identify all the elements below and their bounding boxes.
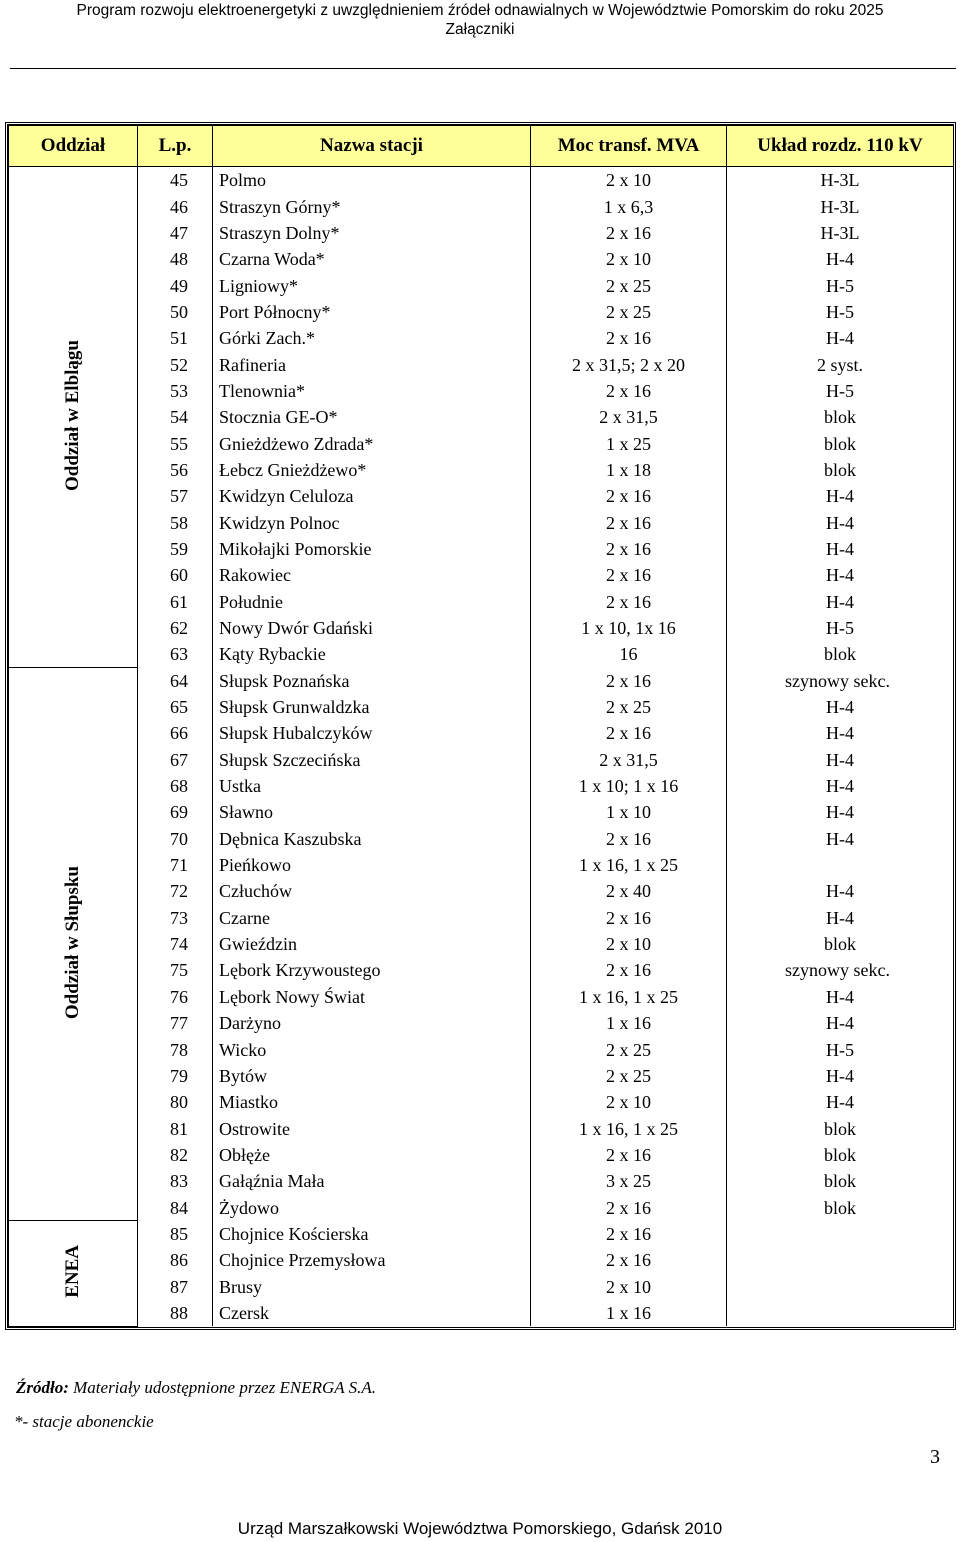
- lp-cell: 76: [138, 984, 213, 1010]
- table-row: [9, 272, 954, 298]
- table-row: [9, 483, 954, 509]
- station-name-cell: Nowy Dwór Gdański: [213, 615, 531, 641]
- lp-cell: 58: [138, 509, 213, 535]
- transformer-power-cell: 1 x 18: [531, 457, 727, 483]
- station-name-cell: Ostrowite: [213, 1115, 531, 1141]
- transformer-power-cell: 2 x 16: [531, 720, 727, 746]
- station-name-cell: Gnieżdżewo Zdrada*: [213, 430, 531, 456]
- switchgear-layout-cell: H-4: [727, 536, 954, 562]
- switchgear-layout-cell: H-4: [727, 509, 954, 535]
- switchgear-layout-cell: blok: [727, 404, 954, 430]
- lp-cell: 61: [138, 589, 213, 615]
- lp-cell: 45: [138, 167, 213, 194]
- switchgear-layout-cell: H-4: [727, 905, 954, 931]
- column-header-switchgear-layout: Układ rozdz. 110 kV: [727, 126, 954, 167]
- station-name-cell: Łebcz Gnieżdżewo*: [213, 457, 531, 483]
- station-name-cell: Słupsk Poznańska: [213, 668, 531, 694]
- lp-cell: 62: [138, 615, 213, 641]
- switchgear-layout-cell: H-4: [727, 694, 954, 720]
- switchgear-layout-cell: blok: [727, 641, 954, 667]
- switchgear-layout-cell: szynowy sekc.: [727, 668, 954, 694]
- table-row: [9, 299, 954, 325]
- transformer-power-cell: 2 x 31,5: [531, 747, 727, 773]
- station-name-cell: Gałąźnia Mała: [213, 1168, 531, 1194]
- division-label: Oddział w Elblągu: [62, 339, 83, 491]
- table-row: [9, 430, 954, 456]
- transformer-power-cell: 2 x 16: [531, 957, 727, 983]
- transformer-power-cell: 2 x 10: [531, 931, 727, 957]
- lp-cell: 46: [138, 193, 213, 219]
- transformer-power-cell: 2 x 10: [531, 246, 727, 272]
- document-title: Program rozwoju elektroenergetyki z uwzględnieniem źródeł odnawialnych w Województwie Pomorskim do roku 2025: [76, 2, 884, 19]
- lp-cell: 78: [138, 1036, 213, 1062]
- station-name-cell: Brusy: [213, 1273, 531, 1299]
- transformer-power-cell: 2 x 10: [531, 1089, 727, 1115]
- column-header-transformer-power: Moc transf. MVA: [531, 126, 727, 167]
- lp-cell: 85: [138, 1221, 213, 1247]
- switchgear-layout-cell: blok: [727, 1194, 954, 1220]
- switchgear-layout-cell: H-4: [727, 1063, 954, 1089]
- lp-cell: 47: [138, 220, 213, 246]
- table-row: [9, 1115, 954, 1141]
- stations-table: [8, 125, 954, 1327]
- station-name-cell: Straszyn Dolny*: [213, 220, 531, 246]
- switchgear-layout-cell: H-4: [727, 325, 954, 351]
- lp-cell: 69: [138, 799, 213, 825]
- station-name-cell: Pieńkowo: [213, 852, 531, 878]
- table-row: [9, 325, 954, 351]
- transformer-power-cell: 2 x 16: [531, 826, 727, 852]
- column-header-division: Oddział: [9, 126, 138, 167]
- station-name-cell: Czersk: [213, 1300, 531, 1326]
- lp-cell: 82: [138, 1142, 213, 1168]
- transformer-power-cell: 2 x 25: [531, 1036, 727, 1062]
- switchgear-layout-cell: H-4: [727, 720, 954, 746]
- station-name-cell: Sławno: [213, 799, 531, 825]
- transformer-power-cell: 1 x 16, 1 x 25: [531, 852, 727, 878]
- switchgear-layout-cell: [727, 1300, 954, 1326]
- lp-cell: 87: [138, 1273, 213, 1299]
- transformer-power-cell: 2 x 16: [531, 1247, 727, 1273]
- transformer-power-cell: 1 x 25: [531, 430, 727, 456]
- switchgear-layout-cell: H-5: [727, 1036, 954, 1062]
- station-name-cell: Rafineria: [213, 351, 531, 377]
- table-row: [9, 641, 954, 667]
- station-name-cell: Miastko: [213, 1089, 531, 1115]
- lp-cell: 75: [138, 957, 213, 983]
- lp-cell: 84: [138, 1194, 213, 1220]
- table-header-row: [9, 126, 954, 167]
- transformer-power-cell: 2 x 25: [531, 694, 727, 720]
- switchgear-layout-cell: H-4: [727, 589, 954, 615]
- station-name-cell: Mikołajki Pomorskie: [213, 536, 531, 562]
- station-name-cell: Ustka: [213, 773, 531, 799]
- table-row: [9, 747, 954, 773]
- table-row: [9, 826, 954, 852]
- table-row: [9, 931, 954, 957]
- lp-cell: 81: [138, 1115, 213, 1141]
- division-label: Oddział w Słupsku: [62, 865, 83, 1019]
- page-footer: Urząd Marszałkowski Województwa Pomorskiego, Gdańsk 2010: [237, 1519, 723, 1538]
- switchgear-layout-cell: H-4: [727, 747, 954, 773]
- transformer-power-cell: 2 x 16: [531, 1194, 727, 1220]
- switchgear-layout-cell: H-5: [727, 272, 954, 298]
- transformer-power-cell: 2 x 16: [531, 483, 727, 509]
- switchgear-layout-cell: blok: [727, 430, 954, 456]
- switchgear-layout-cell: H-4: [727, 1010, 954, 1036]
- station-name-cell: Wicko: [213, 1036, 531, 1062]
- transformer-power-cell: 1 x 10, 1x 16: [531, 615, 727, 641]
- transformer-power-cell: 2 x 16: [531, 668, 727, 694]
- lp-cell: 72: [138, 878, 213, 904]
- table-row: [9, 799, 954, 825]
- lp-cell: 65: [138, 694, 213, 720]
- station-name-cell: Lębork Krzywoustego: [213, 957, 531, 983]
- switchgear-layout-cell: H-4: [727, 562, 954, 588]
- switchgear-layout-cell: H-5: [727, 615, 954, 641]
- table-row: [9, 1221, 954, 1247]
- station-name-cell: Tlenownia*: [213, 378, 531, 404]
- station-name-cell: Słupsk Grunwaldzka: [213, 694, 531, 720]
- lp-cell: 55: [138, 430, 213, 456]
- table-row: [9, 536, 954, 562]
- switchgear-layout-cell: H-4: [727, 483, 954, 509]
- table-row: [9, 878, 954, 904]
- transformer-power-cell: 2 x 25: [531, 1063, 727, 1089]
- transformer-power-cell: 1 x 16, 1 x 25: [531, 984, 727, 1010]
- lp-cell: 50: [138, 299, 213, 325]
- station-name-cell: Żydowo: [213, 1194, 531, 1220]
- table-row: [9, 404, 954, 430]
- station-name-cell: Chojnice Kościerska: [213, 1221, 531, 1247]
- table-row: [9, 220, 954, 246]
- station-name-cell: Straszyn Górny*: [213, 193, 531, 219]
- table-row: [9, 905, 954, 931]
- lp-cell: 71: [138, 852, 213, 878]
- switchgear-layout-cell: blok: [727, 1142, 954, 1168]
- transformer-power-cell: 2 x 16: [531, 905, 727, 931]
- switchgear-layout-cell: 2 syst.: [727, 351, 954, 377]
- transformer-power-cell: 2 x 10: [531, 167, 727, 194]
- switchgear-layout-cell: H-4: [727, 878, 954, 904]
- transformer-power-cell: 16: [531, 641, 727, 667]
- lp-cell: 57: [138, 483, 213, 509]
- transformer-power-cell: 1 x 10: [531, 799, 727, 825]
- switchgear-layout-cell: H-4: [727, 799, 954, 825]
- table-row: [9, 694, 954, 720]
- station-name-cell: Port Północny*: [213, 299, 531, 325]
- transformer-power-cell: 3 x 25: [531, 1168, 727, 1194]
- switchgear-layout-cell: blok: [727, 457, 954, 483]
- table-row: [9, 1010, 954, 1036]
- table-row: [9, 957, 954, 983]
- transformer-power-cell: 2 x 16: [531, 562, 727, 588]
- table-body: [9, 167, 954, 1327]
- station-name-cell: Czarna Woda*: [213, 246, 531, 272]
- transformer-power-cell: 1 x 16, 1 x 25: [531, 1115, 727, 1141]
- lp-cell: 70: [138, 826, 213, 852]
- lp-cell: 63: [138, 641, 213, 667]
- table-row: [9, 1063, 954, 1089]
- station-name-cell: Polmo: [213, 167, 531, 194]
- station-name-cell: Górki Zach.*: [213, 325, 531, 351]
- lp-cell: 66: [138, 720, 213, 746]
- switchgear-layout-cell: H-5: [727, 299, 954, 325]
- source-label: Źródło:: [16, 1378, 69, 1397]
- station-name-cell: Kwidzyn Celuloza: [213, 483, 531, 509]
- lp-cell: 56: [138, 457, 213, 483]
- station-name-cell: Kwidzyn Polnoc: [213, 509, 531, 535]
- table-row: [9, 1300, 954, 1326]
- table-row: [9, 562, 954, 588]
- lp-cell: 67: [138, 747, 213, 773]
- station-name-cell: Kąty Rybackie: [213, 641, 531, 667]
- lp-cell: 73: [138, 905, 213, 931]
- station-name-cell: Czarne: [213, 905, 531, 931]
- switchgear-layout-cell: blok: [727, 931, 954, 957]
- station-name-cell: Ligniowy*: [213, 272, 531, 298]
- division-cell: [9, 1221, 138, 1326]
- switchgear-layout-cell: H-3L: [727, 220, 954, 246]
- station-name-cell: Dębnica Kaszubska: [213, 826, 531, 852]
- transformer-power-cell: 1 x 10; 1 x 16: [531, 773, 727, 799]
- station-name-cell: Gwieździn: [213, 931, 531, 957]
- table-row: [9, 246, 954, 272]
- table-row: [9, 167, 954, 194]
- transformer-power-cell: 1 x 16: [531, 1300, 727, 1326]
- division-cell: [9, 167, 138, 668]
- station-name-cell: Lębork Nowy Świat: [213, 984, 531, 1010]
- transformer-power-cell: 2 x 25: [531, 299, 727, 325]
- transformer-power-cell: 1 x 16: [531, 1010, 727, 1036]
- lp-cell: 86: [138, 1247, 213, 1273]
- switchgear-layout-cell: H-4: [727, 826, 954, 852]
- source-text: Materiały udostępnione przez ENERGA S.A.: [68, 1378, 376, 1397]
- transformer-power-cell: 2 x 16: [531, 536, 727, 562]
- lp-cell: 52: [138, 351, 213, 377]
- column-header-lp: L.p.: [138, 126, 213, 167]
- table-row: [9, 773, 954, 799]
- station-name-cell: Darżyno: [213, 1010, 531, 1036]
- lp-cell: 49: [138, 272, 213, 298]
- lp-cell: 74: [138, 931, 213, 957]
- table-row: [9, 615, 954, 641]
- station-name-cell: Południe: [213, 589, 531, 615]
- station-name-cell: Słupsk Hubalczyków: [213, 720, 531, 746]
- switchgear-layout-cell: [727, 852, 954, 878]
- table-row: [9, 1247, 954, 1273]
- transformer-power-cell: 2 x 16: [531, 509, 727, 535]
- switchgear-layout-cell: H-4: [727, 246, 954, 272]
- switchgear-layout-cell: H-3L: [727, 193, 954, 219]
- division-cell: [9, 668, 138, 1221]
- lp-cell: 51: [138, 325, 213, 351]
- table-row: [9, 668, 954, 694]
- table-row: [9, 720, 954, 746]
- table-row: [9, 984, 954, 1010]
- lp-cell: 80: [138, 1089, 213, 1115]
- switchgear-layout-cell: blok: [727, 1168, 954, 1194]
- transformer-power-cell: 2 x 16: [531, 1142, 727, 1168]
- table-row: [9, 378, 954, 404]
- station-name-cell: Człuchów: [213, 878, 531, 904]
- lp-cell: 60: [138, 562, 213, 588]
- lp-cell: 59: [138, 536, 213, 562]
- switchgear-layout-cell: szynowy sekc.: [727, 957, 954, 983]
- transformer-power-cell: 2 x 16: [531, 589, 727, 615]
- asterisk-note: *- stacje abonenckie: [14, 1412, 154, 1431]
- table-row: [9, 1273, 954, 1299]
- header-divider: [10, 68, 956, 69]
- station-name-cell: Obłęże: [213, 1142, 531, 1168]
- table-row: [9, 1168, 954, 1194]
- station-name-cell: Bytów: [213, 1063, 531, 1089]
- table-row: [9, 457, 954, 483]
- table-row: [9, 852, 954, 878]
- lp-cell: 64: [138, 668, 213, 694]
- table-row: [9, 193, 954, 219]
- switchgear-layout-cell: [727, 1247, 954, 1273]
- lp-cell: 68: [138, 773, 213, 799]
- document-section: Załączniki: [445, 21, 515, 38]
- station-name-cell: Słupsk Szczecińska: [213, 747, 531, 773]
- division-label: ENEA: [62, 1245, 83, 1298]
- transformer-power-cell: 2 x 10: [531, 1273, 727, 1299]
- switchgear-layout-cell: [727, 1221, 954, 1247]
- switchgear-layout-cell: H-4: [727, 773, 954, 799]
- lp-cell: 77: [138, 1010, 213, 1036]
- switchgear-layout-cell: H-4: [727, 984, 954, 1010]
- transformer-power-cell: 2 x 25: [531, 272, 727, 298]
- station-name-cell: Stocznia GE-O*: [213, 404, 531, 430]
- station-name-cell: Chojnice Przemysłowa: [213, 1247, 531, 1273]
- stations-table-frame: [5, 122, 956, 1330]
- table-row: [9, 509, 954, 535]
- transformer-power-cell: 2 x 16: [531, 325, 727, 351]
- transformer-power-cell: 2 x 31,5; 2 x 20: [531, 351, 727, 377]
- lp-cell: 88: [138, 1300, 213, 1326]
- table-row: [9, 1142, 954, 1168]
- switchgear-layout-cell: H-3L: [727, 167, 954, 194]
- switchgear-layout-cell: H-5: [727, 378, 954, 404]
- page-number: 3: [930, 1446, 940, 1468]
- transformer-power-cell: 2 x 16: [531, 1221, 727, 1247]
- lp-cell: 54: [138, 404, 213, 430]
- transformer-power-cell: 2 x 40: [531, 878, 727, 904]
- transformer-power-cell: 1 x 6,3: [531, 193, 727, 219]
- table-row: [9, 1194, 954, 1220]
- station-name-cell: Rakowiec: [213, 562, 531, 588]
- table-row: [9, 351, 954, 377]
- lp-cell: 79: [138, 1063, 213, 1089]
- lp-cell: 83: [138, 1168, 213, 1194]
- table-row: [9, 1036, 954, 1062]
- lp-cell: 53: [138, 378, 213, 404]
- transformer-power-cell: 2 x 16: [531, 220, 727, 246]
- transformer-power-cell: 2 x 16: [531, 378, 727, 404]
- lp-cell: 48: [138, 246, 213, 272]
- source-note: [16, 1378, 376, 1398]
- table-row: [9, 589, 954, 615]
- column-header-station-name: Nazwa stacji: [213, 126, 531, 167]
- transformer-power-cell: 2 x 31,5: [531, 404, 727, 430]
- page-header: [0, 0, 960, 39]
- switchgear-layout-cell: blok: [727, 1115, 954, 1141]
- switchgear-layout-cell: H-4: [727, 1089, 954, 1115]
- table-row: [9, 1089, 954, 1115]
- switchgear-layout-cell: [727, 1273, 954, 1299]
